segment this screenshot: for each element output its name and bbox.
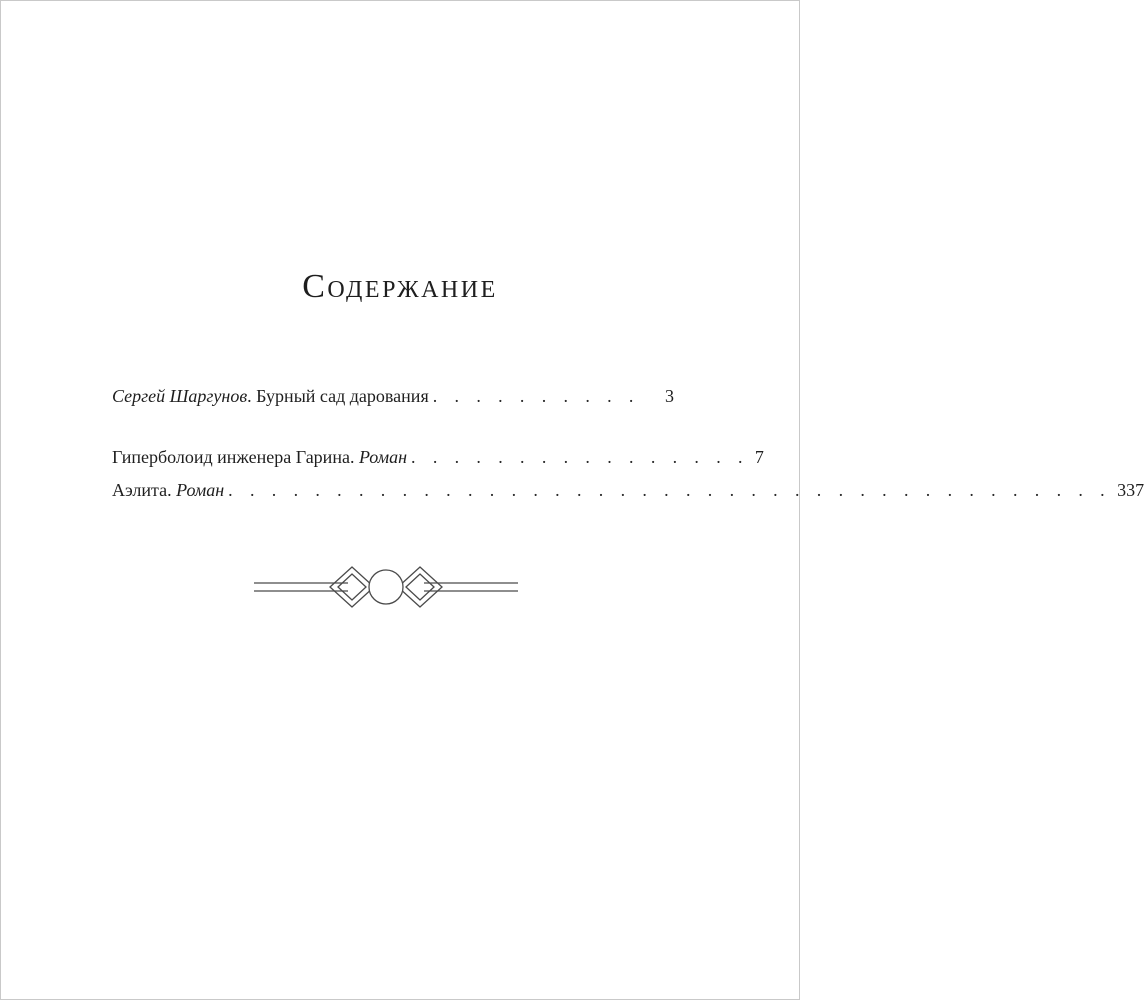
toc-entry-page-number: 3	[665, 386, 674, 406]
toc-entry-leader: . . . . . . . . . . . . . . . . . . . . . . . . . . . . . . . . . . . . . . . . .	[228, 480, 1112, 500]
toc-entry-page-number: 7	[754, 447, 764, 467]
toc-entry-title: Аэлита.	[112, 480, 177, 500]
page-title: Содержание	[302, 268, 498, 305]
toc-entry-page-number: 337	[1117, 480, 1144, 500]
toc-entry-shargunov[interactable]	[112, 385, 674, 407]
toc-entry-leader: . . . . . . . . . . . . . . . .	[411, 447, 749, 467]
art-deco-divider-icon	[252, 565, 520, 609]
toc-entry-author-sep: .	[247, 386, 252, 406]
toc-entry-title: Гиперболоид инженера Гарина.	[112, 447, 359, 467]
toc-entry-genre: Роман	[358, 447, 408, 467]
toc-entry-leader: . . . . . . . . . .	[432, 386, 640, 406]
toc-entry-author: Сергей Шаргунов	[112, 386, 248, 406]
toc-entry-aelita[interactable]	[112, 479, 1144, 501]
toc-entry-title: Бурный сад дарования	[251, 386, 429, 406]
toc-entry-hyperboloid[interactable]	[112, 446, 764, 468]
toc-entry-genre: Роман	[176, 480, 225, 500]
